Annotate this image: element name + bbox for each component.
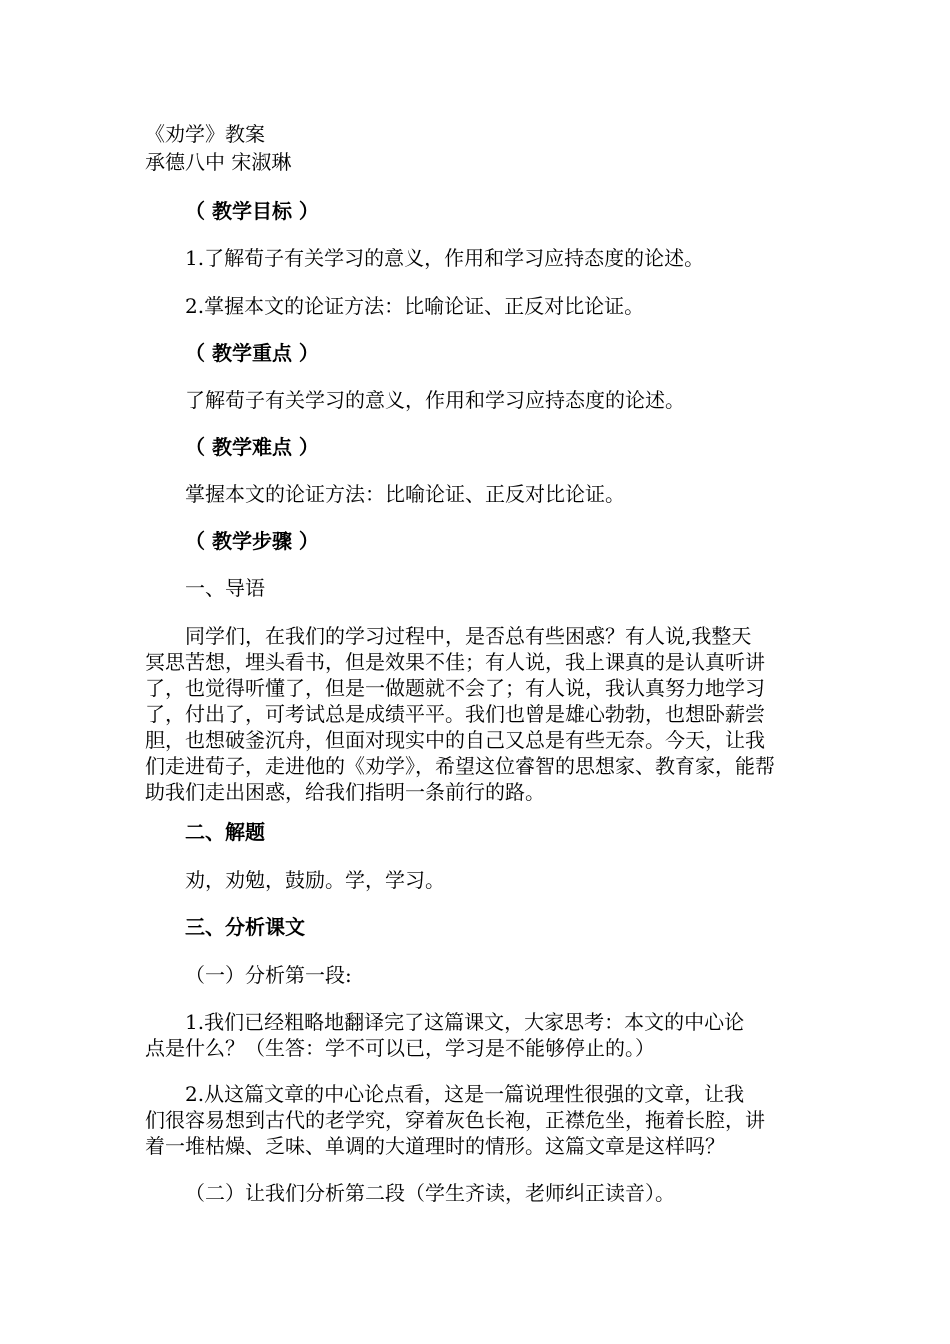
intro-line: 了，付出了，可考试总是成绩平平。我们也曾是雄心勃勃，也想卧薪尝 (145, 702, 765, 726)
question-1-line: 1.我们已经粗略地翻译完了这篇课文，大家思考：本文的中心论 (185, 1010, 745, 1034)
step3-heading: 三、分析课文 (185, 915, 305, 939)
step1-heading: 一、导语 (185, 576, 265, 600)
intro-line: 助我们走出困惑，给我们指明一条前行的路。 (145, 780, 545, 804)
focus-heading: （ 教学重点 ） (185, 341, 319, 365)
document-title: 《劝学》教案 (145, 122, 265, 146)
steps-heading: （ 教学步骤 ） (185, 529, 319, 553)
intro-line: 们走进荀子，走进他的《劝学》，希望这位睿智的思想家、教育家，能帮 (145, 754, 775, 778)
intro-line: 了，也觉得听懂了，但是一做题就不会了；有人说，我认真努力地学习 (145, 676, 765, 700)
step2-text: 劝，劝勉，鼓励。学，学习。 (185, 868, 445, 892)
sub1-heading: （一）分析第一段: (185, 963, 352, 987)
goals-heading: （ 教学目标 ） (185, 199, 319, 223)
question-1-line: 点是什么？（生答：学不可以已，学习是不能够停止的。） (145, 1036, 655, 1060)
question-2-line: 们很容易想到古代的老学究，穿着灰色长袍，正襟危坐，拖着长腔，讲 (145, 1108, 765, 1132)
goal-item-1: 1.了解荀子有关学习的意义，作用和学习应持态度的论述。 (185, 246, 705, 270)
intro-line: 胆，也想破釜沉舟，但面对现实中的自己又总是有些无奈。今天，让我 (145, 728, 765, 752)
sub2-heading: （二）让我们分析第二段（学生齐读，老师纠正读音）。 (185, 1181, 675, 1205)
question-2 (145, 1081, 810, 1159)
intro-paragraph (145, 623, 810, 805)
difficulty-text: 掌握本文的论证方法：比喻论证、正反对比论证。 (185, 482, 625, 506)
intro-line: 同学们，在我们的学习过程中，是否总有些困惑？有人说,我整天 (185, 624, 752, 648)
step2-heading: 二、解题 (185, 820, 265, 844)
question-1 (145, 1009, 810, 1061)
intro-line: 冥思苦想，埋头看书，但是效果不佳；有人说，我上课真的是认真听讲 (145, 650, 765, 674)
document-author: 承德八中 宋淑琳 (145, 150, 292, 174)
focus-text: 了解荀子有关学习的意义，作用和学习应持态度的论述。 (185, 388, 685, 412)
question-2-line: 着一堆枯燥、乏味、单调的大道理时的情形。这篇文章是这样吗？ (145, 1134, 725, 1158)
question-2-line: 2.从这篇文章的中心论点看，这是一篇说理性很强的文章，让我 (185, 1082, 745, 1106)
goal-item-2: 2.掌握本文的论证方法：比喻论证、正反对比论证。 (185, 294, 645, 318)
difficulty-heading: （ 教学难点 ） (185, 435, 319, 459)
